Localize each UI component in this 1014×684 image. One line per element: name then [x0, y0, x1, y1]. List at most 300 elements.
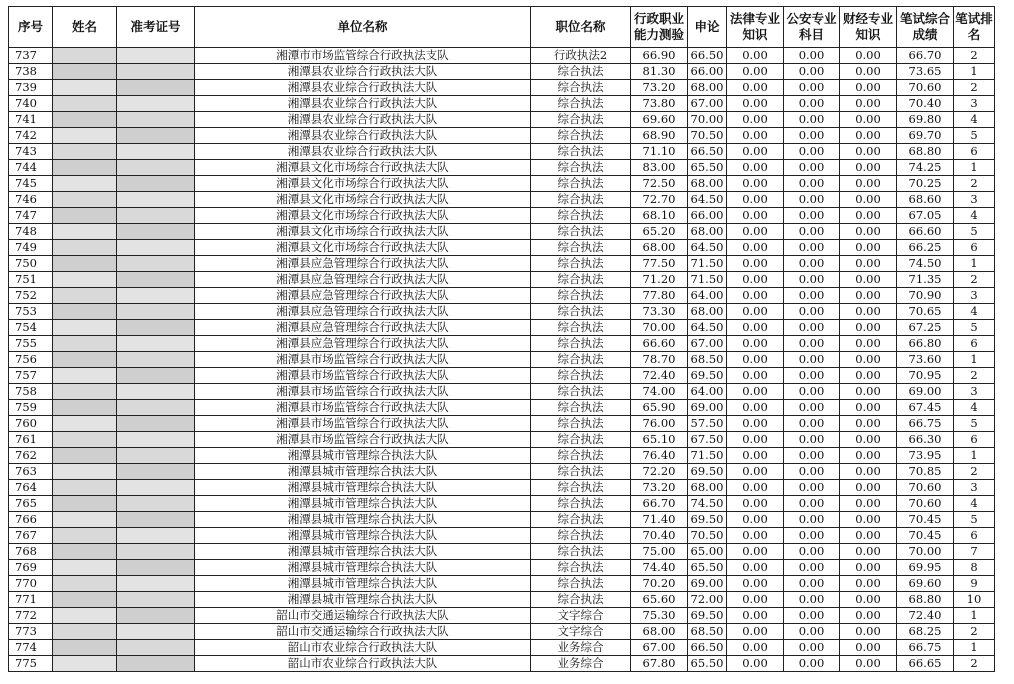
table-row	[9, 304, 995, 320]
header-police: 公安专业科目	[784, 7, 840, 48]
table-row	[9, 640, 995, 656]
cell-finance: 0.00	[840, 288, 897, 304]
cell-rank: 3	[954, 96, 995, 112]
cell-total: 68.25	[897, 624, 954, 640]
cell-essay: 70.00	[688, 112, 727, 128]
cell-total: 69.70	[897, 128, 954, 144]
cell-police: 0.00	[784, 320, 840, 336]
header-unit: 单位名称	[195, 7, 531, 48]
cell-aptitude: 68.00	[631, 624, 688, 640]
cell-seq: 739	[9, 80, 53, 96]
cell-law: 0.00	[727, 384, 784, 400]
cell-essay: 66.50	[688, 144, 727, 160]
cell-total: 69.80	[897, 112, 954, 128]
cell-total: 70.40	[897, 96, 954, 112]
cell-law: 0.00	[727, 96, 784, 112]
cell-seq: 738	[9, 64, 53, 80]
cell-police: 0.00	[784, 352, 840, 368]
cell-law: 0.00	[727, 496, 784, 512]
cell-seq: 774	[9, 640, 53, 656]
cell-aptitude: 75.30	[631, 608, 688, 624]
cell-position: 综合执法	[531, 544, 631, 560]
cell-name-redacted	[53, 512, 117, 528]
cell-name-redacted	[53, 192, 117, 208]
cell-police: 0.00	[784, 592, 840, 608]
cell-essay: 66.50	[688, 48, 727, 64]
cell-police: 0.00	[784, 544, 840, 560]
cell-essay: 70.50	[688, 528, 727, 544]
cell-total: 67.25	[897, 320, 954, 336]
table-row	[9, 560, 995, 576]
cell-finance: 0.00	[840, 528, 897, 544]
cell-finance: 0.00	[840, 256, 897, 272]
cell-exam-no-redacted	[117, 176, 195, 192]
cell-law: 0.00	[727, 640, 784, 656]
cell-seq: 753	[9, 304, 53, 320]
cell-exam-no-redacted	[117, 96, 195, 112]
table-row	[9, 512, 995, 528]
cell-finance: 0.00	[840, 272, 897, 288]
cell-law: 0.00	[727, 80, 784, 96]
cell-finance: 0.00	[840, 544, 897, 560]
cell-essay: 67.00	[688, 96, 727, 112]
cell-finance: 0.00	[840, 160, 897, 176]
header-aptitude: 行政职业能力测验	[631, 7, 688, 48]
cell-finance: 0.00	[840, 384, 897, 400]
cell-seq: 768	[9, 544, 53, 560]
cell-rank: 3	[954, 192, 995, 208]
cell-rank: 6	[954, 240, 995, 256]
cell-essay: 69.50	[688, 368, 727, 384]
cell-seq: 756	[9, 352, 53, 368]
cell-seq: 765	[9, 496, 53, 512]
cell-police: 0.00	[784, 432, 840, 448]
cell-name-redacted	[53, 464, 117, 480]
cell-finance: 0.00	[840, 464, 897, 480]
cell-position: 综合执法	[531, 560, 631, 576]
table-row	[9, 320, 995, 336]
cell-rank: 8	[954, 560, 995, 576]
cell-unit: 湘潭县城市管理综合执法大队	[195, 496, 531, 512]
cell-essay: 57.50	[688, 416, 727, 432]
cell-position: 综合执法	[531, 320, 631, 336]
cell-rank: 2	[954, 80, 995, 96]
cell-law: 0.00	[727, 256, 784, 272]
cell-police: 0.00	[784, 576, 840, 592]
cell-seq: 775	[9, 656, 53, 672]
cell-law: 0.00	[727, 608, 784, 624]
cell-name-redacted	[53, 112, 117, 128]
cell-police: 0.00	[784, 480, 840, 496]
cell-aptitude: 70.40	[631, 528, 688, 544]
cell-police: 0.00	[784, 400, 840, 416]
cell-unit: 湘潭县应急管理综合行政执法大队	[195, 288, 531, 304]
cell-position: 综合执法	[531, 512, 631, 528]
cell-exam-no-redacted	[117, 368, 195, 384]
cell-aptitude: 66.90	[631, 48, 688, 64]
cell-essay: 68.00	[688, 304, 727, 320]
cell-aptitude: 74.40	[631, 560, 688, 576]
cell-rank: 3	[954, 384, 995, 400]
cell-rank: 2	[954, 464, 995, 480]
cell-rank: 1	[954, 64, 995, 80]
cell-rank: 4	[954, 496, 995, 512]
cell-exam-no-redacted	[117, 272, 195, 288]
cell-rank: 1	[954, 608, 995, 624]
table-row	[9, 368, 995, 384]
cell-law: 0.00	[727, 480, 784, 496]
cell-essay: 72.00	[688, 592, 727, 608]
cell-aptitude: 66.70	[631, 496, 688, 512]
cell-seq: 744	[9, 160, 53, 176]
cell-aptitude: 75.00	[631, 544, 688, 560]
cell-seq: 760	[9, 416, 53, 432]
cell-total: 71.35	[897, 272, 954, 288]
cell-seq: 770	[9, 576, 53, 592]
cell-unit: 湘潭县市场监管综合行政执法大队	[195, 432, 531, 448]
cell-rank: 9	[954, 576, 995, 592]
cell-law: 0.00	[727, 288, 784, 304]
cell-essay: 68.50	[688, 624, 727, 640]
cell-rank: 5	[954, 224, 995, 240]
cell-aptitude: 65.20	[631, 224, 688, 240]
cell-finance: 0.00	[840, 352, 897, 368]
cell-essay: 69.50	[688, 512, 727, 528]
cell-exam-no-redacted	[117, 640, 195, 656]
cell-finance: 0.00	[840, 608, 897, 624]
cell-exam-no-redacted	[117, 208, 195, 224]
cell-seq: 761	[9, 432, 53, 448]
cell-rank: 5	[954, 416, 995, 432]
cell-law: 0.00	[727, 144, 784, 160]
cell-total: 70.90	[897, 288, 954, 304]
cell-police: 0.00	[784, 624, 840, 640]
cell-exam-no-redacted	[117, 592, 195, 608]
cell-exam-no-redacted	[117, 448, 195, 464]
cell-total: 68.80	[897, 144, 954, 160]
cell-name-redacted	[53, 544, 117, 560]
cell-name-redacted	[53, 624, 117, 640]
cell-name-redacted	[53, 336, 117, 352]
table-row	[9, 192, 995, 208]
cell-rank: 2	[954, 176, 995, 192]
cell-aptitude: 65.60	[631, 592, 688, 608]
cell-seq: 754	[9, 320, 53, 336]
cell-police: 0.00	[784, 304, 840, 320]
cell-unit: 湘潭县市场监管综合行政执法大队	[195, 384, 531, 400]
cell-aptitude: 74.00	[631, 384, 688, 400]
table-row	[9, 464, 995, 480]
header-essay: 申论	[688, 7, 727, 48]
cell-name-redacted	[53, 208, 117, 224]
cell-position: 综合执法	[531, 528, 631, 544]
cell-police: 0.00	[784, 144, 840, 160]
cell-unit: 湘潭县农业综合行政执法大队	[195, 64, 531, 80]
cell-unit: 湘潭县市场监管综合行政执法大队	[195, 368, 531, 384]
cell-police: 0.00	[784, 112, 840, 128]
cell-unit: 湘潭县应急管理综合行政执法大队	[195, 272, 531, 288]
cell-finance: 0.00	[840, 304, 897, 320]
cell-seq: 750	[9, 256, 53, 272]
cell-position: 综合执法	[531, 368, 631, 384]
cell-name-redacted	[53, 432, 117, 448]
cell-rank: 1	[954, 640, 995, 656]
cell-aptitude: 72.70	[631, 192, 688, 208]
table-row	[9, 240, 995, 256]
cell-aptitude: 73.30	[631, 304, 688, 320]
table-row	[9, 112, 995, 128]
cell-police: 0.00	[784, 336, 840, 352]
cell-essay: 74.50	[688, 496, 727, 512]
cell-exam-no-redacted	[117, 528, 195, 544]
cell-position: 文字综合	[531, 608, 631, 624]
cell-essay: 69.00	[688, 400, 727, 416]
cell-rank: 5	[954, 128, 995, 144]
table-row	[9, 624, 995, 640]
cell-position: 综合执法	[531, 160, 631, 176]
cell-finance: 0.00	[840, 64, 897, 80]
cell-exam-no-redacted	[117, 256, 195, 272]
cell-police: 0.00	[784, 80, 840, 96]
cell-unit: 湘潭县市场监管综合行政执法大队	[195, 352, 531, 368]
cell-rank: 1	[954, 160, 995, 176]
table-row	[9, 336, 995, 352]
cell-essay: 65.00	[688, 544, 727, 560]
cell-name-redacted	[53, 560, 117, 576]
header-total: 笔试综合成绩	[897, 7, 954, 48]
cell-position: 综合执法	[531, 144, 631, 160]
cell-rank: 1	[954, 256, 995, 272]
cell-name-redacted	[53, 64, 117, 80]
cell-exam-no-redacted	[117, 128, 195, 144]
cell-name-redacted	[53, 320, 117, 336]
cell-total: 67.45	[897, 400, 954, 416]
table-row	[9, 352, 995, 368]
cell-seq: 752	[9, 288, 53, 304]
cell-position: 综合执法	[531, 288, 631, 304]
cell-name-redacted	[53, 656, 117, 672]
cell-name-redacted	[53, 304, 117, 320]
cell-essay: 71.50	[688, 448, 727, 464]
cell-unit: 湘潭县城市管理综合执法大队	[195, 464, 531, 480]
cell-position: 综合执法	[531, 592, 631, 608]
cell-name-redacted	[53, 416, 117, 432]
cell-finance: 0.00	[840, 144, 897, 160]
cell-exam-no-redacted	[117, 624, 195, 640]
score-table	[8, 6, 995, 672]
cell-exam-no-redacted	[117, 576, 195, 592]
cell-name-redacted	[53, 80, 117, 96]
cell-position: 综合执法	[531, 176, 631, 192]
table-row	[9, 592, 995, 608]
cell-aptitude: 72.20	[631, 464, 688, 480]
cell-position: 综合执法	[531, 416, 631, 432]
cell-essay: 68.00	[688, 480, 727, 496]
cell-police: 0.00	[784, 240, 840, 256]
cell-unit: 湘潭县文化市场综合行政执法大队	[195, 192, 531, 208]
cell-name-redacted	[53, 272, 117, 288]
cell-seq: 740	[9, 96, 53, 112]
table-row	[9, 144, 995, 160]
header-name: 姓名	[53, 7, 117, 48]
cell-law: 0.00	[727, 400, 784, 416]
cell-rank: 6	[954, 528, 995, 544]
cell-name-redacted	[53, 48, 117, 64]
cell-total: 70.00	[897, 544, 954, 560]
table-row	[9, 528, 995, 544]
cell-name-redacted	[53, 640, 117, 656]
cell-exam-no-redacted	[117, 288, 195, 304]
cell-exam-no-redacted	[117, 480, 195, 496]
cell-name-redacted	[53, 592, 117, 608]
cell-total: 69.60	[897, 576, 954, 592]
cell-police: 0.00	[784, 528, 840, 544]
cell-unit: 韶山市农业综合行政执法大队	[195, 640, 531, 656]
cell-aptitude: 72.50	[631, 176, 688, 192]
cell-rank: 2	[954, 368, 995, 384]
cell-exam-no-redacted	[117, 400, 195, 416]
cell-position: 综合执法	[531, 64, 631, 80]
cell-unit: 湘潭县文化市场综合行政执法大队	[195, 224, 531, 240]
cell-total: 66.75	[897, 416, 954, 432]
cell-unit: 湘潭县应急管理综合行政执法大队	[195, 336, 531, 352]
cell-unit: 湘潭县农业综合行政执法大队	[195, 96, 531, 112]
cell-total: 66.80	[897, 336, 954, 352]
cell-police: 0.00	[784, 496, 840, 512]
cell-seq: 748	[9, 224, 53, 240]
cell-position: 综合执法	[531, 480, 631, 496]
cell-rank: 6	[954, 432, 995, 448]
cell-police: 0.00	[784, 48, 840, 64]
cell-rank: 5	[954, 512, 995, 528]
header-exam-no: 准考证号	[117, 7, 195, 48]
cell-finance: 0.00	[840, 320, 897, 336]
cell-aptitude: 81.30	[631, 64, 688, 80]
cell-total: 70.65	[897, 304, 954, 320]
cell-aptitude: 78.70	[631, 352, 688, 368]
cell-rank: 6	[954, 336, 995, 352]
cell-essay: 66.00	[688, 64, 727, 80]
cell-position: 综合执法	[531, 80, 631, 96]
table-row	[9, 656, 995, 672]
table-row	[9, 608, 995, 624]
cell-name-redacted	[53, 352, 117, 368]
cell-essay: 65.50	[688, 160, 727, 176]
cell-rank: 3	[954, 480, 995, 496]
cell-aptitude: 73.20	[631, 480, 688, 496]
cell-position: 综合执法	[531, 336, 631, 352]
cell-unit: 湘潭县城市管理综合执法大队	[195, 528, 531, 544]
cell-police: 0.00	[784, 416, 840, 432]
cell-essay: 64.50	[688, 240, 727, 256]
cell-finance: 0.00	[840, 128, 897, 144]
cell-seq: 763	[9, 464, 53, 480]
cell-law: 0.00	[727, 656, 784, 672]
cell-police: 0.00	[784, 384, 840, 400]
cell-aptitude: 65.10	[631, 432, 688, 448]
cell-law: 0.00	[727, 160, 784, 176]
cell-essay: 66.00	[688, 208, 727, 224]
header-rank: 笔试排名	[954, 7, 995, 48]
header-law: 法律专业知识	[727, 7, 784, 48]
cell-unit: 湘潭县城市管理综合执法大队	[195, 512, 531, 528]
table-row	[9, 208, 995, 224]
table-row	[9, 224, 995, 240]
cell-unit: 湘潭县应急管理综合行政执法大队	[195, 304, 531, 320]
table-row	[9, 256, 995, 272]
cell-total: 66.70	[897, 48, 954, 64]
cell-unit: 湘潭县农业综合行政执法大队	[195, 128, 531, 144]
cell-essay: 64.50	[688, 320, 727, 336]
cell-position: 综合执法	[531, 208, 631, 224]
header-seq: 序号	[9, 7, 53, 48]
cell-essay: 69.50	[688, 464, 727, 480]
cell-position: 综合执法	[531, 112, 631, 128]
cell-essay: 67.00	[688, 336, 727, 352]
cell-seq: 747	[9, 208, 53, 224]
cell-position: 综合执法	[531, 464, 631, 480]
cell-law: 0.00	[727, 368, 784, 384]
header-position: 职位名称	[531, 7, 631, 48]
cell-rank: 4	[954, 304, 995, 320]
cell-exam-no-redacted	[117, 80, 195, 96]
cell-total: 68.80	[897, 592, 954, 608]
cell-exam-no-redacted	[117, 224, 195, 240]
cell-seq: 766	[9, 512, 53, 528]
cell-law: 0.00	[727, 64, 784, 80]
cell-law: 0.00	[727, 560, 784, 576]
cell-total: 70.60	[897, 480, 954, 496]
cell-law: 0.00	[727, 48, 784, 64]
cell-unit: 湘潭县城市管理综合执法大队	[195, 592, 531, 608]
cell-finance: 0.00	[840, 656, 897, 672]
header-finance: 财经专业知识	[840, 7, 897, 48]
table-row	[9, 96, 995, 112]
cell-essay: 71.50	[688, 256, 727, 272]
cell-seq: 772	[9, 608, 53, 624]
cell-law: 0.00	[727, 448, 784, 464]
cell-law: 0.00	[727, 592, 784, 608]
cell-exam-no-redacted	[117, 496, 195, 512]
cell-aptitude: 68.00	[631, 240, 688, 256]
cell-law: 0.00	[727, 320, 784, 336]
cell-seq: 741	[9, 112, 53, 128]
cell-law: 0.00	[727, 352, 784, 368]
cell-position: 综合执法	[531, 256, 631, 272]
cell-police: 0.00	[784, 368, 840, 384]
cell-finance: 0.00	[840, 640, 897, 656]
table-row	[9, 384, 995, 400]
cell-aptitude: 65.90	[631, 400, 688, 416]
cell-position: 综合执法	[531, 496, 631, 512]
cell-seq: 751	[9, 272, 53, 288]
cell-rank: 2	[954, 48, 995, 64]
cell-name-redacted	[53, 96, 117, 112]
cell-position: 综合执法	[531, 224, 631, 240]
cell-rank: 2	[954, 272, 995, 288]
cell-name-redacted	[53, 400, 117, 416]
cell-total: 73.65	[897, 64, 954, 80]
cell-essay: 66.50	[688, 640, 727, 656]
cell-police: 0.00	[784, 512, 840, 528]
cell-police: 0.00	[784, 448, 840, 464]
cell-law: 0.00	[727, 128, 784, 144]
cell-law: 0.00	[727, 304, 784, 320]
cell-total: 70.25	[897, 176, 954, 192]
cell-exam-no-redacted	[117, 384, 195, 400]
cell-total: 73.60	[897, 352, 954, 368]
table-row	[9, 128, 995, 144]
